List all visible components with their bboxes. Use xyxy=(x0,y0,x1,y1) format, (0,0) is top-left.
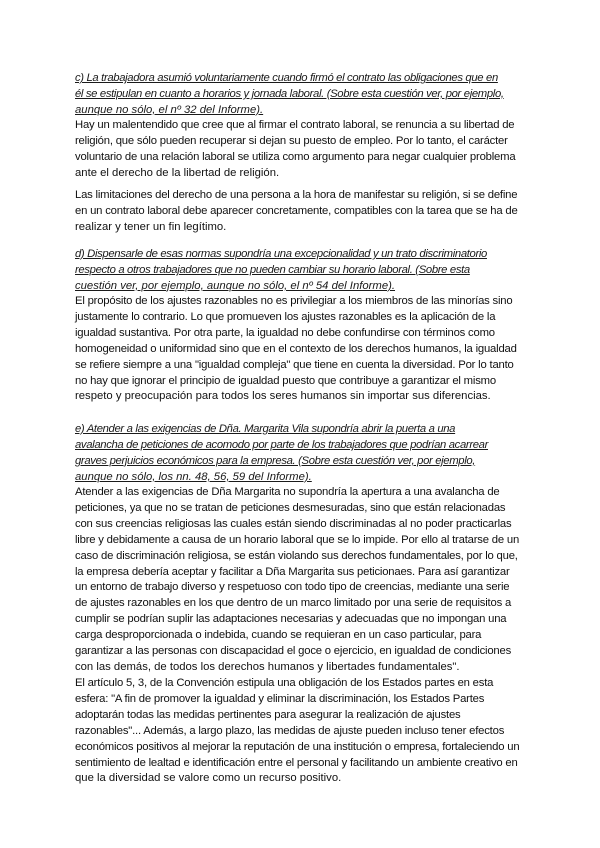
section-c-heading: c) La trabajadora asumió voluntariamente cuando firmó el contrato las obligaciones que en él se estipulan en cuanto a horarios y jornada laboral. (Sobre esta cuestión ver, por ejemplo, aunque no sólo, el nº 32 del Informe). xyxy=(75,72,504,116)
section-c-paragraph-2: Las limitaciones del derecho de una persona a la hora de manifestar su religión, si se define en un contrato laboral debe aparecer concretamente, compatibles con la tarea que se ha de realizar y tener un fin legítimo. xyxy=(75,189,518,233)
section-d-paragraph-1: El propósito de los ajustes razonables no es privilegiar a los miembros de las minorías sino justamente lo contrario. Lo que promueven los ajustes razonables es la aplicación de la igualdad sustantiva. Por otra parte, la igualdad no debe confundirse con términos como homogeneidad o uniformidad sino que en el contexto de los derechos humanos, la igualdad se refiere siempre a una "igualdad compleja" que tiene en cuenta la diversidad. Por lo tanto no hay que ignorar el principio de igualdad puesto que contribuye a garantizar el mismo respeto y preocupación para todos los seres humanos sin importar sus diferencias. xyxy=(75,295,517,403)
section-e-paragraph-2: El artículo 5, 3, de la Convención estipula una obligación de los Estados partes en esta esfera: "A fin de promover la igualdad y eliminar la discriminación, los Estados Partes adoptarán todas las medidas pertinentes para asegurar la realización de ajustes razonables"... Además, a largo plazo, las medidas de ajuste pueden incluso tener efectos económicos positivos al mejorar la reputación de una institución o empresa, fortaleciendo un sentimiento de lealtad e identificación entre el personal y facilitando un ambiente creativo en que la diversidad se valore como un recurso positivo. xyxy=(75,677,520,785)
section-c-paragraph-1: Hay un malentendido que cree que al firmar el contrato laboral, se renuncia a su libertad de religión, que sólo pueden recuperar si dejan su puesto de empleo. Por lo tanto, el carácter voluntario de una relación laboral se utiliza como argumento para negar cualquier problema ante el derecho de la libertad de religión. xyxy=(75,119,516,179)
section-e-paragraph-1: Atender a las exigencias de Dña Margarita no supondría la apertura a una avalancha de peticiones, ya que no se tratan de peticiones desmesuradas, sino que están relacionadas con sus creencias religiosas las cuales están siendo discriminadas al no poder practicarlas libre y debidamente a causa de un horario laboral que se lo impide. Por ello al tratarse de un caso de discriminación religiosa, se están violando sus derechos fundamentales, por lo que, la empresa debería aceptar y facilitar a Dña Margarita sus peticionaes. Para así garantizar un entorno de trabajo diverso y respetuoso con todo tipo de creencias, mediante una serie de ajustes razonables en los que dentro de un marco limitado por una serie de requisitos a cumplir se podrían suplir las adaptaciones necesarias y adecuadas que no impongan una carga desproporcionada o indebida, cuando se requieran en un caso particular, para garantizar a las personas con discapacidad el goce o ejercicio, en igualdad de condiciones con las demás, de todos los derechos humanos y libertades fundamentales". xyxy=(75,486,520,673)
section-e-heading: e) Atender a las exigencias de Dña. Margarita Vila supondría abrir la puerta a una avalancha de peticiones de acomodo por parte de los trabajadores que podrían acarrear graves perjuicios económicos para la empresa. (Sobre esta cuestión ver, por ejemplo, aunque no sólo, los nn. 48, 56, 59 del Informe). xyxy=(75,423,489,483)
section-d-heading: d) Dispensarle de esas normas supondría una excepcionalidad y un trato discriminatorio respecto a otros trabajadores que no pueden cambiar su horario laboral. (Sobre esta cuestión ver, por ejemplo, aunque no sólo, el nº 54 del Informe). xyxy=(75,248,487,292)
